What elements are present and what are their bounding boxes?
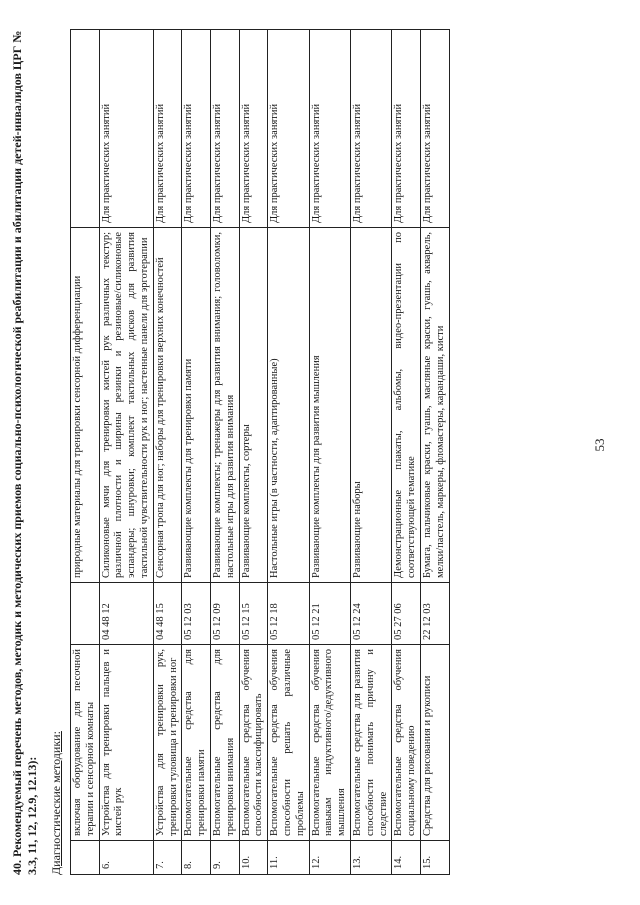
row-code-cell: 05 12 03 xyxy=(182,583,211,645)
row-name-cell: Вспомогательные средства обучения навыкам индуктивного/дедуктивного мышления xyxy=(309,645,350,841)
row-name-cell: Вспомогательные средства для тренировки памяти xyxy=(182,645,211,841)
row-code-cell xyxy=(71,583,100,645)
row-description-cell: Сенсорная тропа для ног; наборы для тренировки верхних конечностей xyxy=(153,228,182,583)
section-heading: 40. Рекомендуемый перечень методов, методик и методических приемов социально-психологической реабилитации и абилитации детей-инвалидов ЦРГ № 3.3, 11, 12, 12.9, 12.13): xyxy=(10,30,39,875)
row-code-cell: 04 48 12 xyxy=(99,583,153,645)
row-purpose-cell: Для практических занятий xyxy=(239,30,268,228)
row-code-cell: 05 12 09 xyxy=(210,583,239,645)
row-code-cell: 05 12 24 xyxy=(350,583,391,645)
table-row xyxy=(153,30,182,875)
row-number-cell: 9. xyxy=(210,841,239,875)
row-purpose-cell: Для практических занятий xyxy=(309,30,350,228)
row-name-cell: Вспомогательные средства обучения способности решать различные проблемы xyxy=(268,645,309,841)
table-row xyxy=(392,30,421,875)
row-purpose-cell: Для практических занятий xyxy=(350,30,391,228)
row-purpose-cell: Для практических занятий xyxy=(210,30,239,228)
page-number: 53 xyxy=(592,438,607,452)
row-purpose-cell: Для практических занятий xyxy=(182,30,211,228)
table-row xyxy=(71,30,100,875)
methods-subheading: Диагностические методики: xyxy=(49,731,63,875)
equipment-table xyxy=(70,29,450,875)
table-row xyxy=(239,30,268,875)
row-name-cell: Вспомогательные средства обучения социальному поведению xyxy=(392,645,421,841)
row-number-cell: 14. xyxy=(392,841,421,875)
row-description-cell: Развивающие наборы xyxy=(350,228,391,583)
table-row xyxy=(309,30,350,875)
row-purpose-cell: Для практических занятий xyxy=(268,30,309,228)
row-purpose-cell: Для практических занятий xyxy=(153,30,182,228)
row-description-cell: Развивающие комплекты, сортеры xyxy=(239,228,268,583)
row-number-cell: 13. xyxy=(350,841,391,875)
row-number-cell: 15. xyxy=(420,841,449,875)
table-row xyxy=(268,30,309,875)
row-purpose-cell: Для практических занятий xyxy=(99,30,153,228)
row-description-cell: Настольные игры (в частности, адаптированные) xyxy=(268,228,309,583)
row-description-cell: природные материалы для тренировки сенсорной дифференциации xyxy=(71,228,100,583)
table-row xyxy=(210,30,239,875)
row-description-cell: Силиконовые мячи для тренировки кистей рук различных текстур; различной плотности и ширины резинки и резиновые/силиконовые эспандеры; шнуровки; комплект тактильных дисков для развития тактильной чувствительности рук и ног; настенные панели для эрготерапии xyxy=(99,228,153,583)
row-name-cell: Вспомогательные средства для развития способности понимать причину и следствие xyxy=(350,645,391,841)
row-number-cell: 10. xyxy=(239,841,268,875)
row-name-cell: Вспомогательные средства обучения способности классифицировать xyxy=(239,645,268,841)
row-number-cell xyxy=(71,841,100,875)
row-code-cell: 05 27 06 xyxy=(392,583,421,645)
row-name-cell: Устройства для тренировки рук, тренировки туловища и тренировки ног xyxy=(153,645,182,841)
row-code-cell: 05 12 21 xyxy=(309,583,350,645)
row-purpose-cell xyxy=(71,30,100,228)
row-description-cell: Развивающие комплекты для развития мышления xyxy=(309,228,350,583)
table-row xyxy=(350,30,391,875)
row-number-cell: 12. xyxy=(309,841,350,875)
row-number-cell: 11. xyxy=(268,841,309,875)
row-name-cell: Устройства для тренировки пальцев и кистей рук xyxy=(99,645,153,841)
row-description-cell: Развивающие комплекты; тренажеры для развития внимания; головоломки, настольные игры для развития внимания xyxy=(210,228,239,583)
table-body xyxy=(71,30,450,875)
row-name-cell: Вспомогательные средства для тренировки внимания xyxy=(210,645,239,841)
row-description-cell: Демонстрационные плакаты, альбомы, видео-презентации по соответствующей тематике xyxy=(392,228,421,583)
row-purpose-cell: Для практических занятий xyxy=(392,30,421,228)
table-row xyxy=(99,30,153,875)
row-code-cell: 22 12 03 xyxy=(420,583,449,645)
row-purpose-cell: Для практических занятий xyxy=(420,30,449,228)
row-number-cell: 6. xyxy=(99,841,153,875)
row-description-cell: Бумага, пальчиковые краски, гуашь, масляные краски, гуашь, акварель, мелки/пастель, маркеры, фломастеры, карандаши, кисти xyxy=(420,228,449,583)
table-row xyxy=(182,30,211,875)
row-description-cell: Развивающие комплекты для тренировки памяти xyxy=(182,228,211,583)
row-code-cell: 04 48 15 xyxy=(153,583,182,645)
row-code-cell: 05 12 18 xyxy=(268,583,309,645)
row-name-cell: включая оборудование для песочной терапии и сенсорной комнаты xyxy=(71,645,100,841)
row-code-cell: 05 12 15 xyxy=(239,583,268,645)
row-number-cell: 8. xyxy=(182,841,211,875)
row-name-cell: Средства для рисования и рукописи xyxy=(420,645,449,841)
table-row xyxy=(420,30,449,875)
row-number-cell: 7. xyxy=(153,841,182,875)
